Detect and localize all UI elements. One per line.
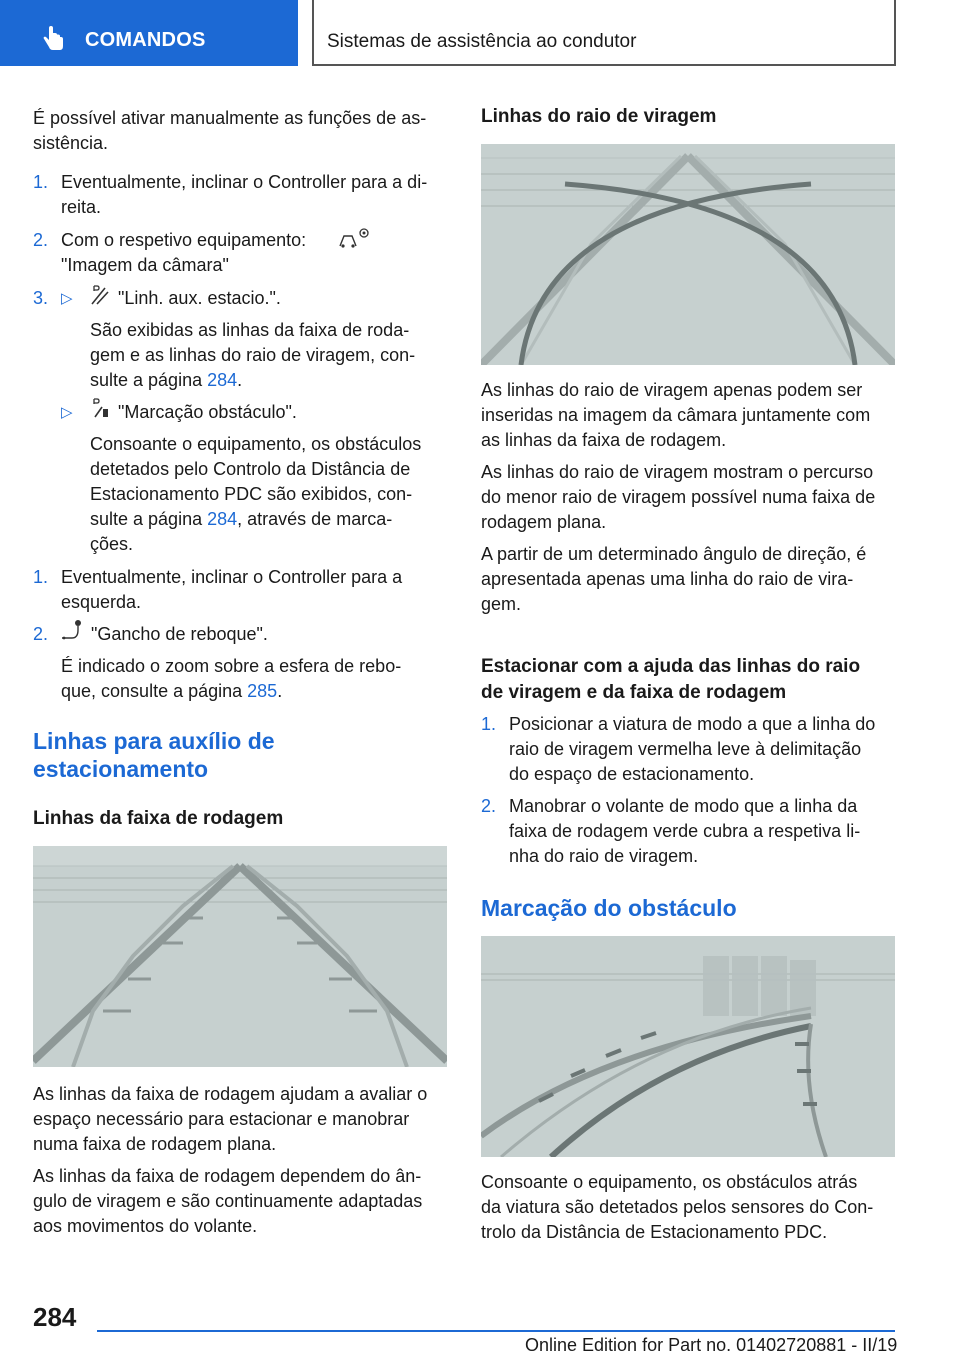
page-link[interactable]: 285 — [247, 681, 278, 701]
obstacle-para: Consoante o equipamento, os obstáculos atrás da viatura são detetados pelos sensores do Con- trolo da Distância de Estacionamento PDC. — [481, 1172, 874, 1242]
turning-para1: As linhas do raio de viragem apenas podem ser inseridas na imagem da câmara juntamente com as linhas da faixa de rodagem. — [481, 380, 871, 450]
chapter-tab[interactable] — [0, 0, 298, 66]
step-number: 1. — [33, 567, 49, 587]
step-text: Posicionar a viatura de modo a que a linha do raio de viragem vermelha leve à delimitação do espaço de estacionamento. — [509, 714, 876, 784]
section-heading: Marcação do obstáculo — [481, 895, 737, 921]
step-text: Manobrar o volante de modo que a linha da faixa de rodagem verde cubra a respetiva li- nha do raio de viragem. — [509, 796, 861, 866]
subsection-heading: Linhas da faixa de rodagem — [33, 808, 284, 829]
obstacle-marking-figure — [481, 936, 895, 1157]
lane-lines-para2: As linhas da faixa de rodagem dependem do ân- gulo de viragem e são continuamente adaptadas aos movimentos do volante. — [33, 1166, 423, 1236]
step-text: Eventualmente, inclinar o Controller para a di- reita. — [61, 172, 428, 217]
step-number: 1. — [33, 172, 49, 192]
section-title: Sistemas de assistência ao condutor — [327, 31, 637, 52]
step-text: "Linh. aux. estacio.". — [118, 288, 281, 308]
edition-info: Online Edition for Part no. 01402720881 - II/19 — [525, 1335, 898, 1355]
subsection-heading: Linhas do raio de viragem — [481, 106, 717, 127]
camera-settings-icon — [338, 226, 372, 250]
lane-lines-figure — [33, 846, 447, 1067]
step3-description: São exibidas as linhas da faixa de roda- gem e as linhas do raio de viragem, con- sulte a página 284. — [90, 320, 416, 390]
step-number: 3. — [33, 288, 49, 308]
bullet2-text: "Marcação obstáculo". — [118, 402, 297, 422]
step-text-menu: "Imagem da câmara" — [61, 255, 229, 275]
step-number: 2. — [481, 796, 497, 816]
towbar-description: É indicado o zoom sobre a esfera de rebo- que, consulte a página 285. — [61, 656, 402, 701]
bullet2-description: Consoante o equipamento, os obstáculos detetados pelo Controlo da Distância de Estacionamento PDC são exibidos, con- sulte a página 284, através de marca- ções. — [90, 434, 422, 554]
chapter-tab-label: COMANDOS — [85, 29, 206, 51]
obstacle-marking-icon — [90, 397, 110, 419]
lane-lines-para1: As linhas da faixa de rodagem ajudam a avaliar o espaço necessário para estacionar e manobrar numa faixa de rodagem plana. — [33, 1084, 428, 1154]
intro-text: É possível ativar manualmente as funções de as- sistência. — [33, 108, 427, 153]
tow-hitch-icon — [60, 618, 84, 642]
parking-lines-icon — [90, 284, 110, 306]
hand-pointer-icon — [40, 26, 66, 52]
page-link[interactable]: 284 — [207, 509, 238, 529]
turning-para2: As linhas do raio de viragem mostram o percurso do menor raio de viragem possível numa faixa de rodagem plana. — [481, 462, 876, 532]
step-text: Com o respetivo equipamento: — [61, 230, 307, 250]
step-text: "Gancho de reboque". — [91, 624, 268, 644]
bullet-triangle: ▷ — [61, 404, 73, 421]
step-number: 1. — [481, 714, 497, 734]
page-number: 284 — [33, 1302, 77, 1332]
turning-radius-figure — [481, 144, 895, 365]
step-number: 2. — [33, 624, 49, 644]
turning-para3: A partir de um determinado ângulo de direção, é apresentada apenas uma linha do raio de vira- gem. — [481, 544, 867, 614]
step-text: Eventualmente, inclinar o Controller para a esquerda. — [61, 567, 403, 612]
section-header — [312, 0, 896, 66]
section-heading: Linhas para auxílio de estacionamento — [33, 728, 275, 782]
step-number: 2. — [33, 230, 49, 250]
bullet-triangle: ▷ — [61, 290, 73, 307]
page-link[interactable]: 284 — [207, 370, 238, 390]
subsection-heading: Estacionar com a ajuda das linhas do raio de viragem e da faixa de rodagem — [481, 656, 861, 703]
footer-rule — [97, 1330, 895, 1332]
